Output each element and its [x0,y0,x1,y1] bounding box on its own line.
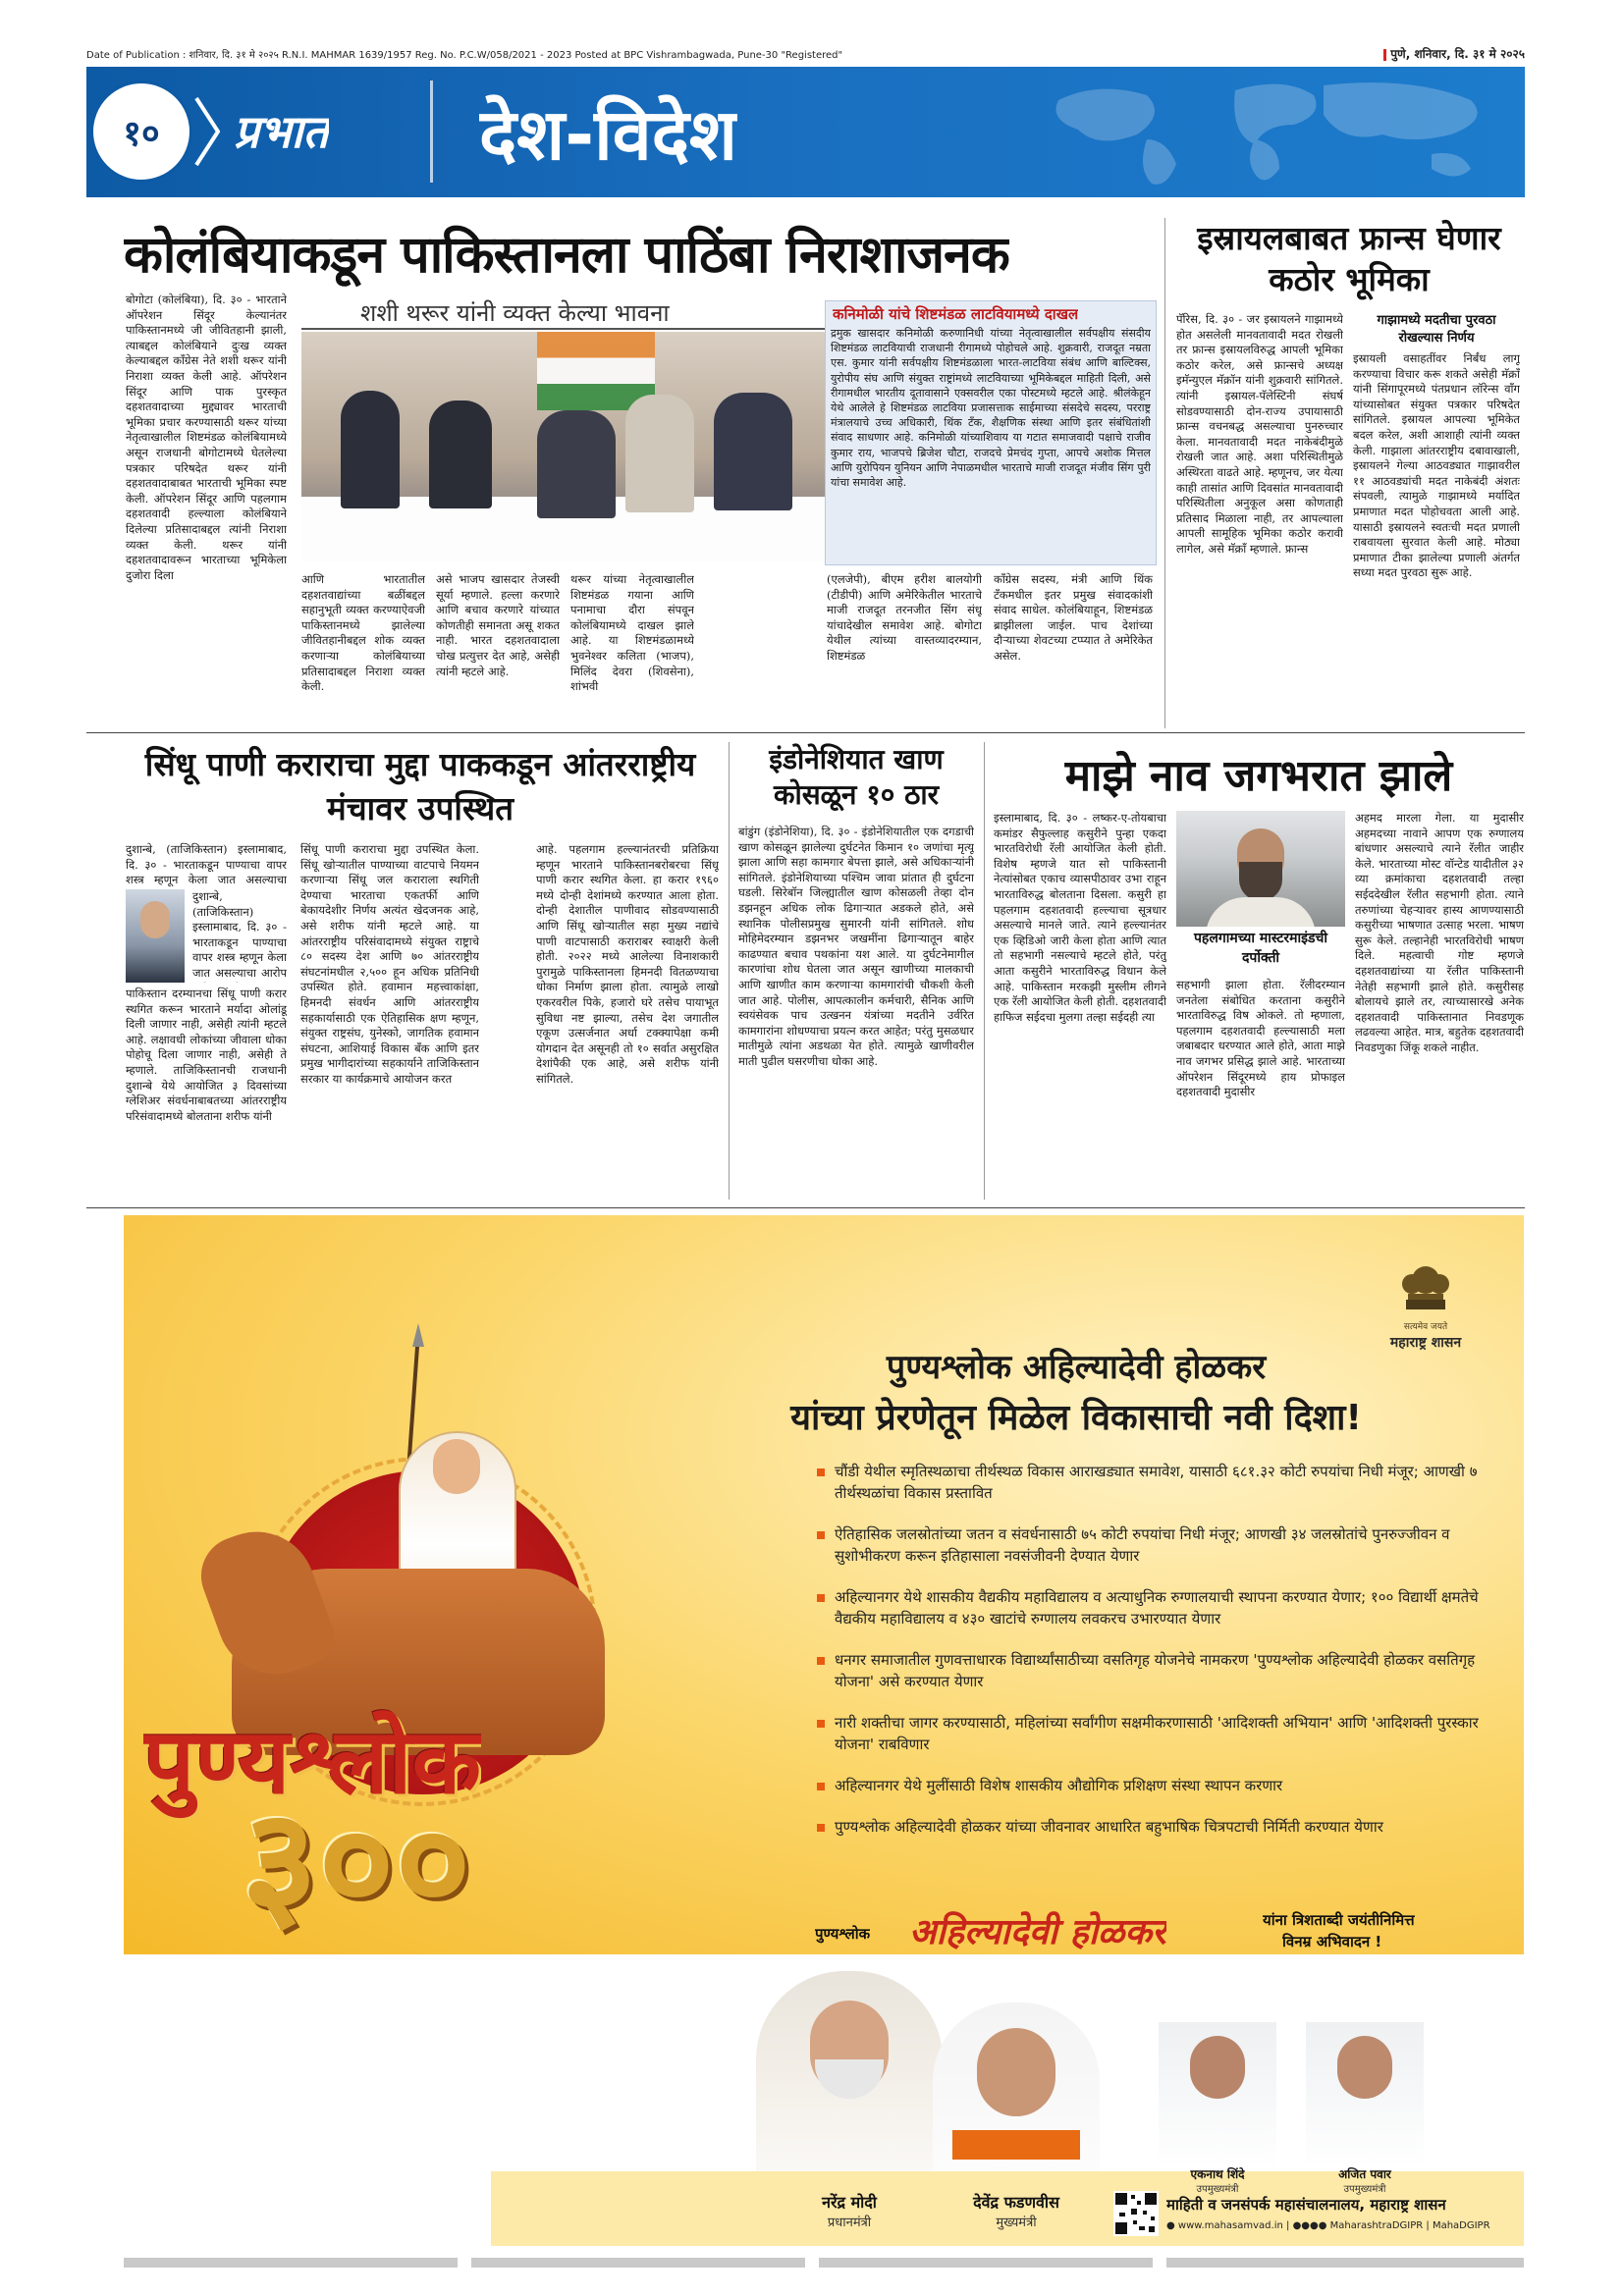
leader-name: देवेंद्र फडणवीस [973,2193,1059,2212]
world-map-graphic [1000,71,1520,193]
photo-head [140,901,170,938]
bullet-item: ऐतिहासिक जलस्रोतांच्या जतन व संवर्धनासाठी ७५ कोटी रुपयांचा निधी मंजूर; आणखी ३४ जलस्रोतांचे पुनरुज्जीवन व सुशोभीकरण करून इतिहासाला नवसंजीवनी देण्यात येणार [817,1523,1485,1567]
footer-bar [124,2258,458,2268]
social-icons: ●●●● [1292,2220,1327,2231]
column-rule [729,742,730,1200]
queen-face [433,1439,480,1494]
leader-name: एकनाथ शिंदे [1190,2167,1245,2181]
photo-head [977,2028,1055,2116]
masthead [86,67,1525,197]
colombia-col2: आणि भारतातील दहशतवाद्यांच्या बळींबद्दल सहानुभूती व्यक्त करण्याऐवजी पाकिस्तानमध्ये झालेल्या जीवितहानीबद्दल शोक व्यक्त करणाऱ्या कोलंबियाच्या प्रतिसादाबद्दल निराशा व्यक्त केली. [301,572,425,694]
indonesia-col1: बांडुंग (इंडोनेशिया), दि. ३० - इंडोनेशियातील एक दगडाची खाण कोसळून झालेल्या दुर्घटनेत किमान १० जणांचा मृत्यू झाला आणि सहा कामगार बेपत्ता झाले, असे अधिकाऱ्यांनी सांगितले. इंडोनेशियाच्या पश्चिम जावा प्रांतात ही दुर्घटना घडली. सिरेबॉन जिल्ह्यातील खाण कोसळली तेव्हा दोन डझनहून अधिक लोक ढिगाऱ्यात अडकले होते, असे स्थानिक पोलीसप्रमुख सुमारनी यांनी सांगितले. शोध मोहिमेदरम्यान डझनभर जखमींना ढिगाऱ्यातून बाहेर काढण्यात बचाव पथकांना यश आले. या दुर्घटनेमागील कारणांचा शोध घेतला जात असून खाणीच्या मालकाची आणि खाणीत काम करणाऱ्या कामगारांची चौकशी केली जात आहे. पोलीस, आपत्कालीन कर्मचारी, सैनिक आणि स्वयंसेवक पाच उत्खनन यंत्रांच्या मदतीने उर्वरित कामगारांना शोधण्याचा प्रयत्न करत आहेत; परंतु मुसळधार मातीमुळे त्यांना अडथळा येत होते. त्यामुळे खाणीवरील माती पुढील घसरणीचा धोका आहे. [738,825,974,1068]
qr-code-icon [1113,2191,1159,2236]
kasuri-photo [1176,811,1345,927]
sharif-photo [126,889,185,983]
footer-bar [1166,2258,1524,2268]
indus-col1a: दुशान्बे, (ताजिकिस्तान) इस्लामाबाद, दि. ३० - भारताकडून पाण्याचा वापर शस्त्र म्हणून केला जात असल्याचा [126,842,287,887]
bullet-item: चौंडी येथील स्मृतिस्थळाचा तीर्थस्थळ विकास आराखड्यात समावेश, यासाठी ६८१.३२ कोटी रुपयांचा निधी मंजूर; आणखी ७ तीर्थस्थळांचा विकास प्रस्तावित [817,1461,1485,1504]
tribute-suffix2: विनम्र अभिवादन ! [1282,1933,1382,1950]
indonesia-headline: इंडोनेशियात खाण कोसळून १० ठार [769,743,944,811]
indus-col1-side: दुशान्बे, (ताजिकिस्तान) इस्लामाबाद, दि. ३० - भारताकडून पाण्याचा वापर शस्त्र म्हणून केला जात असल्याचा आरोप [192,889,287,980]
leader-title: उपमुख्यमंत्री [1196,2184,1239,2195]
photo-beard [815,2059,884,2099]
footer-dept: माहिती व जनसंपर्क महासंचालनालय, महाराष्ट्र शासन [1166,2196,1446,2214]
advertisement [124,1215,1524,1954]
ad-bullets [817,1461,1485,1857]
bullet-item: अहिल्यानगर येथे मुलींसाठी विशेष शासकीय औद्योगिक प्रशिक्षण संस्था स्थापन करणार [817,1775,1485,1796]
tribute-suffix1: यांना त्रिशताब्दी जयंतीनिमित्त [1263,1911,1415,1929]
column-rule [1164,218,1165,728]
france-col1: पॅरिस, दि. ३० - जर इस्रायलने गाझामध्ये होत असलेली मानवतावादी मदत रोखली तर फ्रान्स इस्रायलविरुद्ध आपली भूमिका कठोर करेल, असे फ्रान्सचे अध्यक्ष इमॅन्युएल मॅक्रॉन यांनी शुक्रवारी सांगितले. त्यांनी इस्रायल-पॅलेस्टिनी संघर्ष सोडवण्यासाठी दोन-राज्य उपायासाठी फ्रान्स वचनबद्ध असल्याचा पुनरुच्चार केला. मानवतावादी मदत नाकेबंदीमुळे रोखली जात आहे. अशा परिस्थितीमुळे अस्थिरता वाढते आहे. म्हणूनच, जर येत्या काही तासांत आणि दिवसांत मानवतावादी परिस्थितीला अनुकूल असा कोणताही प्रतिसाद मिळाला नाही, तर आपल्याला आपली सामूहिक भूमिका कठोर करावी लागेल, असे मॅक्रॉं म्हणाले. फ्रान्स [1176,312,1343,556]
colombia-subhead: शशी थरूर यांनी व्यक्त केल्या भावना [301,296,826,330]
france-col2-title: गाझामध्ये मदतीचा पुरवठा रोखल्यास निर्णय [1377,313,1496,346]
photo-person [429,400,492,508]
govt-name: महाराष्ट्र शासन [1389,1335,1462,1351]
column-rule [984,742,985,1200]
photo-scarf [952,2130,1080,2160]
photo-head [1190,2036,1245,2099]
photo-person [625,395,694,512]
delegation-press-photo [301,332,826,561]
photo-person [714,393,792,510]
govt-motto: सत्यमेव जयते [1403,1322,1448,1332]
footer-web-link[interactable]: ● www.mahasamvad.in | ●●●● MaharashtraDGIPR | MahaDGIPR [1166,2220,1490,2231]
kanimozhi-col1: (एलजेपी), बीएम हरीश बालयोगी (टीडीपी) आणि अमेरिकेतील भारताचे माजी राजदूत तरनजीत सिंग संधू यांचादेखील समावेश आहे. बोगोटा येथील त्यांच्या वास्तव्यादरम्यान, शिष्टमंडळ [827,572,982,663]
france-headline: इस्रायलबाबत फ्रान्स घेणार कठोर भूमिका [1197,219,1501,298]
footer-bar [819,2258,1153,2268]
leader-name: नरेंद्र मोदी [822,2193,877,2212]
indus-col1b: पाकिस्तान दरम्यानचा सिंधू पाणी करार स्थगित करून भारताने मर्यादा ओलांडू दिली जाणार नाही, असेही त्यांनी म्हटले आहे. लक्षावधी लोकांच्या जीवाला धोका पोहोचू दिला जाणार नाही, असेही ते म्हणाले. ताजिकिस्तानची राजधानी दुशान्बे येथे आयोजित ३ दिवसांच्या ग्लेशिअर संवर्धनाबाबतच्या आंतरराष्ट्रीय परिसंवादामध्ये बोलताना शरीफ यांनी [126,987,287,1123]
tribute-prefix: पुण्यश्लोक [815,1925,871,1943]
tribute-name: अहिल्यादेवी होळकर [909,1912,1166,1952]
name-col2: सहभागी झाला होता. रॅलीदरम्यान जनतेला संबोधित करताना कसुरीने भारताविरुद्ध विष ओकले. तो म्हणाला, पहलगाम दहशतवादी हल्ल्यासाठी मला जबाबदार धरण्यात आले होते, आता माझे नाव जगभर प्रसिद्ध झाले आहे. भारताच्या ऑपरेशन सिंदूरमध्ये हाय प्रोफाइल दहशतवादी मुदासीर [1176,978,1345,1099]
photo-head [1337,2036,1392,2099]
indus-col2: सिंधू पाणी कराराचा मुद्दा उपस्थित केला. सिंधू खोऱ्यातील पाण्याच्या वाटपाचे नियमन करणाऱ्या सिंधू जल कराराला स्थगिती देण्याचा भारताचा एकतर्फी आणि बेकायदेशीर निर्णय अत्यंत खेदजनक आहे, असे शरीफ यांनी म्हटले आहे. या आंतरराष्ट्रीय परिसंवादामध्ये संयुक्त राष्ट्राचे ८० सदस्य देश आणि ७० आंतरराष्ट्रीय संघटनांमधील २,५०० हून अधिक प्रतिनिधी उपस्थित होते. हवामान महत्त्वाकांक्षा, हिमनदी संवर्धन आणि आंतरराष्ट्रीय सहकार्यासाठी एक ऐतिहासिक क्षण म्हणून, संयुक्त राष्ट्रसंघ, युनेस्को, जागतिक हवामान संघटना, आशियाई विकास बँक आणि इतर प्रमुख भागीदारांच्या सहकार्याने ताजिकिस्तान सरकार या कार्यक्रमाचे आयोजन करत [300,842,479,1086]
ad-title-line2: यांच्या प्रेरणेतून मिळेल विकासाची नवी दिशा! [790,1398,1362,1438]
bullet-item: धनगर समाजातील गुणवत्ताधारक विद्यार्थ्यांसाठीच्या वसतिगृह योजनेचे नामकरण 'पुण्यश्लोक अहिल्यादेवी होळकर वसतिगृह योजना' असे करण्यात येणार [817,1649,1485,1692]
bullet-item: नारी शक्तीचा जागर करण्यासाठी, महिलांच्या सर्वांगीण सक्षमीकरणासाठी 'आदिशक्ती अभियान' आणि 'आदिशक्ती पुरस्कार योजना' राबविणार [817,1712,1485,1755]
section-rule [86,732,1525,733]
arrow-icon [194,96,220,167]
masthead-divider [430,80,433,183]
name-headline: माझे नाव जगभरात झाले [1064,751,1453,801]
photo-person [341,391,400,508]
photo-person [537,410,616,518]
france-col2: इस्रायली वसाहतींवर निर्बंध लागू करण्याचा विचार करू शकते असेही मॅक्रॉं यांनी सिंगापूरमध्ये पंतप्रधान लॉरेन्स वाँग यांच्यासोबत संयुक्त पत्रकार परिषदेत सांगितले. इस्रायल आपल्या भूमिकेत बदल करेल, अशी आशाही त्यांनी व्यक्त केली. गाझाला आंतरराष्ट्रीय दबावाखाली, इस्रायलने गेल्या आठवड्यात गाझावरील ११ आठवड्यांची मदत नाकेबंदी अंशतः संपवली, त्यामुळे गाझामध्ये मर्यादित प्रमाणात मदत पोहोचवता आली आहे. यासाठी इस्रायलने स्वतःची मदत प्रणाली राबवायला सुरवात केली आहे. मोठ्या प्रमाणात टीका झालेल्या प्रणाली अंतर्गत सध्या मदत पुरवठा सुरू आहे. [1353,351,1520,580]
kanimozhi-headline: कनिमोळी यांचे शिष्टमंडळ लाटवियामध्ये दाखल [833,305,1079,323]
leader-title: मुख्यमंत्री [996,2216,1037,2230]
section-title: देश-विदेश [479,93,737,176]
photo-caption: पहलगामच्या मास्टरमाइंडची दर्पोक्ती [1193,931,1328,966]
name-col1: इस्लामाबाद, दि. ३० - लष्कर-ए-तोयबाचा कमांडर सैफुल्लाह कसुरीने पुन्हा एकदा भारतविरोधी रॅली आयोजित केली होती. विशेष म्हणजे यात सो पाकिस्तानी नेत्यांसोबत एकाच व्यासपीठावर उभा राहून भारताविरुद्ध बोलताना दिसला. कसुरी हा पहलगाम दहशतवादी हल्ल्याचा सूत्रधार असल्याचे मानले जाते. त्याने हल्ल्यानंतर एक व्हिडिओ जारी केला होता आणि त्यात तो सहभागी नसल्याचे म्हटले होते, परंतु आता कसुरीने भारताविरुद्ध विधान केले आहे. पाकिस्तान मरकझी मुस्लीम लीगने एक रॅली आयोजित केली होती. दहशतवादी हाफिज सईदचा मुलगा तल्हा सईदही त्या [994,811,1166,1024]
page-number: १० [123,114,160,154]
indus-headline: सिंधू पाणी कराराचा मुद्दा पाककडून आंतरराष्ट्रीय मंचावर उपस्थित [144,745,696,828]
colombia-headline: कोलंबियाकडून पाकिस्तानला पाठिंबा निराशाजनक [124,226,1009,285]
bullet-item: अहिल्यानगर येथे शासकीय वैद्यकीय महाविद्यालय व अत्याधुनिक रुग्णालयाची स्थापना करण्यात येणार; १०० विद्यार्थी क्षमतेचे वैद्यकीय महाविद्यालय व ४३० खाटांचे रुग्णालय लवकरच उभारण्यात येणार [817,1586,1485,1629]
leader-title: प्रधानमंत्री [827,2216,872,2230]
indus-col3: आहे. पहलगाम हल्ल्यानंतरची प्रतिक्रिया म्हणून भारताने पाकिस्तानबरोबरचा सिंधू पाणी करार स्थगित केला. हा करार १९६० मध्ये दोन्ही देशांमध्ये करण्यात आला होता. दोन्ही देशातील पाणीवाद सोडवण्यासाठी आणि सिंधू खोऱ्यातील सहा मुख्य नद्यांचे पाणी वाटपासाठी कराराबर स्वाक्षरी केली होती. २०२२ मध्ये आलेल्या विनाशकारी पुरामुळे पाकिस्तानला हिमनदी वितळण्याचा धोका निर्माण झाला होता. त्यामुळे लाखो एकरवरील पिके, हजारो घरे तसेच पायाभूत सुविधा नष्ट झाल्या, तसेच देश जगातील एकूण उत्सर्जनात अर्धा टक्क्यापेक्षा कमी योगदान देत असूनही तो १० सर्वात असुरक्षित देशांपैकी एक आहे, असे शरीफ यांनी सांगितले. [536,842,719,1086]
colombia-col3: असे भाजप खासदार तेजस्वी सूर्या म्हणाले. हल्ला करणारे आणि बचाव करणारे यांच्यात कोणतीही समानता असू शकत नाही. भारत दहशतवादाला चोख प्रत्युत्तर देत आहे, असेही त्यांनी म्हटले आहे. [436,572,560,678]
leader-title: उपमुख्यमंत्री [1343,2184,1386,2195]
colombia-col1: बोगोटा (कोलंबिया), दि. ३० - भारताने ऑपरेशन सिंदूर केल्यानंतर पाकिस्तानमध्ये जी जीवितहानी झाली, त्याबद्दल कोलंबियाने दुःख व्यक्त केल्याबद्दल काँग्रेस नेते शशी थरूर यांनी निराशा व्यक्त केली आहे. ऑपरेशन सिंदूर आणि पाक पुरस्कृत दहशतवादाच्या मुद्द्यावर भारताची भूमिका प्रचार करण्यासाठी थरूर यांच्या नेतृत्वाखालील शिष्टमंडळ कोलंबियामध्ये असून राजधानी बोगोटामध्ये घेतलेल्या पत्रकार परिषदेत थरूर यांनी दहशतवादाबाबत भारताची भूमिका स्पष्ट केली. ऑपरेशन सिंदूर आणि पहलगाम दहशतवादी हल्ल्याला कोलंबियाने दिलेल्या प्रतिसादाबद्दल त्यांनी निराशा व्यक्त केली. थरूर यांनी दहशतवादावरून भारताच्या भूमिकेला दुजोरा दिला [126,293,287,582]
brand-logo: प्रभात [234,105,329,158]
globe-icon: ● [1166,2220,1175,2231]
leader-photo-pawar [1306,2022,1424,2169]
photo-shoulders [1206,897,1316,927]
colombia-col4: थरूर यांच्या नेतृत्वाखालील शिष्टमंडळ गयाना आणि पनामाचा दौरा संपवून कोलंबियामध्ये दाखल झाले आहे. या शिष्टमंडळामध्ये भुवनेश्वर कलिता (भाजप), मिलिंद देवरा (शिवसेना), शांभवी [570,572,694,694]
publication-info: Date of Publication : शनिवार, दि. ३१ मे २०२५ R.N.I. MAHMAR 1639/1957 Reg. No. P.C.W/058/2021 - 2023 Posted at BPC Vishrambagwada, Pune-30 "Registered" [86,50,843,61]
ad-title-line1: पुण्यश्लोक अहिल्यादेवी होळकर [886,1348,1267,1387]
emblem-icon [1396,1251,1455,1319]
kanimozhi-body: द्रमुक खासदार कनिमोळी करुणानिधी यांच्या नेतृत्वाखालील सर्वपक्षीय संसदीय शिष्टमंडळ लाटवियाची राजधानी रीगामध्ये पोहोचले आहे. शुक्रवारी, राजदूत नम्रता एस. कुमार यांनी सर्वपक्षीय शिष्टमंडळाला भारत-लाटविया संबंध आणि बाल्टिक्स, युरोपीय संघ आणि संयुक्त राष्ट्रांमध्ये लाटवियाच्या भूमिकेबद्दल माहिती दिली, असे रीगामधील भारतीय दूतावासाने एक्सवरील एका पोस्टमध्ये म्हटले आहे. श्रीलंकेहून येथे आलेले हे शिष्टमंडळ लाटविया प्रजासत्ताक साईमाच्या संसदेचे सदस्य, परराष्ट्र मंत्रालयाचे उच्च अधिकारी, थिंक टँक, शैक्षणिक संस्था आणि इतर संबंधितांशी संवाद साधणार आहे. कनिमोळी यांच्याशिवाय या गटात समाजवादी पक्षाचे राजीव कुमार राय, भाजपचे ब्रिजेश चौटा, राजदचे प्रेमचंद गुप्ता, आपचे अशोक मित्तल आणि युरोपियन युनियन आणि नेपाळमधील भारताचे माजी राजदूत मंजीव सिंग पुरी यांचा समावेश आहे. [831,327,1151,490]
leader-photo-shinde [1159,2022,1276,2169]
punyashlok-title: पुण्यश्लोक [143,1709,482,1814]
name-col3: अहमद मारला गेला. या मुदासीर अहमदच्या नावाने आपण एक रुग्णालय बांधणार असल्याचे त्याने रॅलीत जाहीर केले. भारताच्या मोस्ट वॉन्टेड यादीतील ३२ व्या क्रमांकाचा दहशतवादी तल्हा सईददेखील रॅलीत सहभागी होता. त्याने तरुणांच्या चेहऱ्यावर हास्य आणण्यासाठी कसुरीच्या भाषणात उत्साह भरला. भाषण सुरू केले. तल्हानेही भारतविरोधी भाषण दिले. महत्वाची गोष्ट म्हणजे दहशतवाद्यांच्या या रॅलीत पाकिस्तानी नेतेही सहभागी झाले होते. कसुरीसह बोलायचे झाले तर, त्याच्यासारखे अनेक दहशतवादी पाकिस्तानात निवडणूक लढवल्या आहेत. मात्र, बहुतेक दहशतवादी निवडणुका जिंकू शकले नाहीत. [1355,811,1524,1054]
number-300: ३०० [242,1785,472,1942]
kanimozhi-col2: काँग्रेस सदस्य, मंत्री आणि थिंक टँकमधील इतर प्रमुख संवादकांशी संवाद साधेल. कोलंबियाहून, शिष्टमंडळ ब्राझीलला जाईल. पाच देशांच्या दौऱ्याच्या शेवटच्या टप्प्यात ते अमेरिकेत असेल. [994,572,1153,663]
photo-beard [1239,862,1282,901]
section-rule [86,1207,1525,1208]
date-line: पुणे, शनिवार, दि. ३१ मे २०२५ [1383,45,1525,62]
leader-name: अजित पवार [1338,2167,1391,2181]
footer-bar [471,2258,805,2268]
bullet-item: पुण्यश्लोक अहिल्यादेवी होळकर यांच्या जीवनावर आधारित बहुभाषिक चित्रपटाची निर्मिती करण्यात येणार [817,1816,1485,1838]
